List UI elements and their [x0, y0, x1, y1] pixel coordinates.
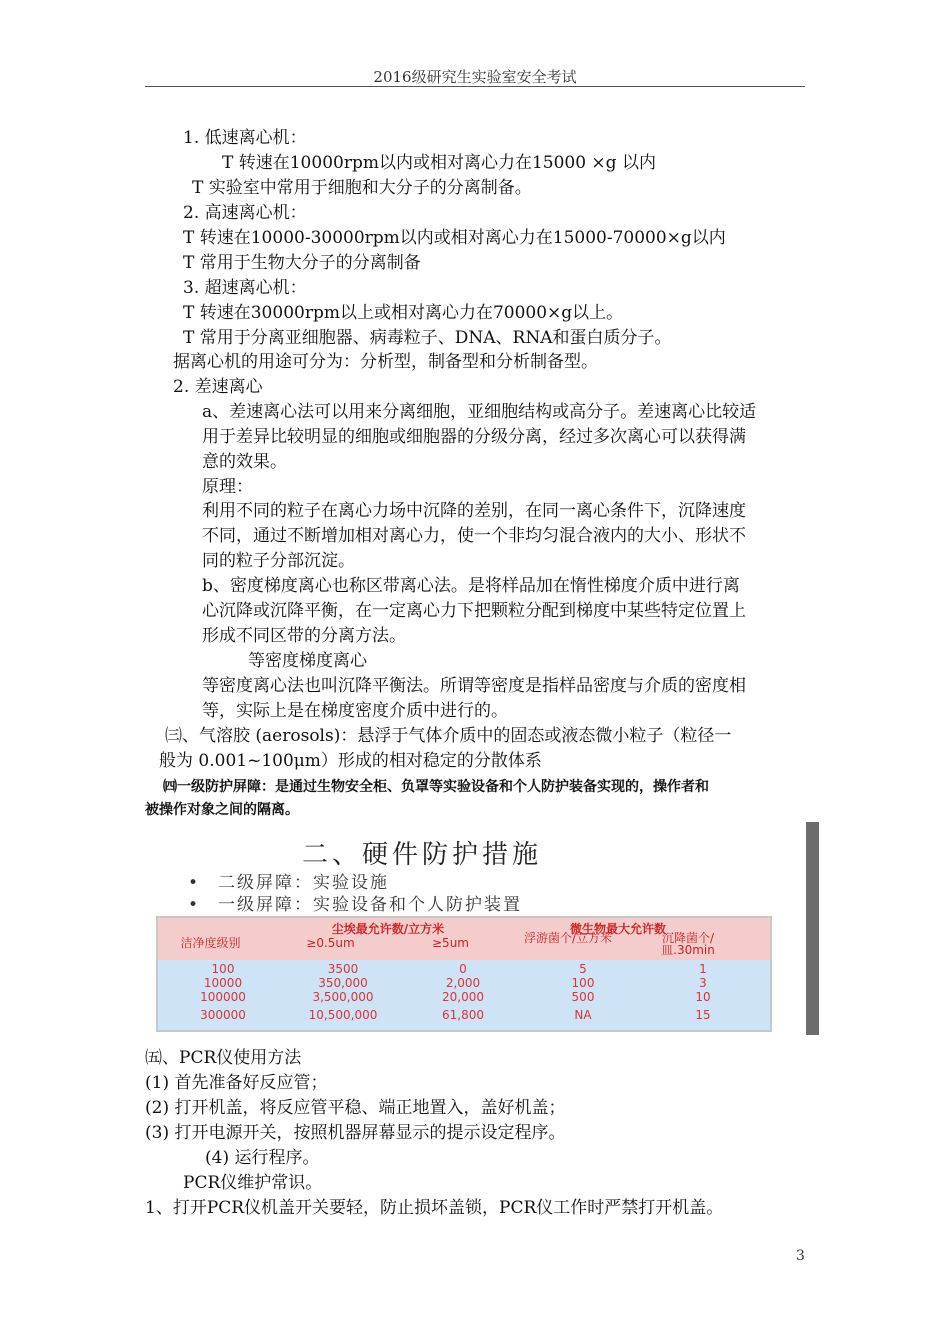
slide-image — [152, 822, 819, 1035]
text-line: 意的效果。 — [202, 452, 287, 472]
text-line: PCR仪维护常识。 — [183, 1173, 323, 1193]
table-cell: 3 — [699, 976, 707, 990]
table-cell: NA — [574, 1008, 592, 1022]
text-line: T 实验室中常用于细胞和大分子的分离制备。 — [192, 178, 532, 198]
text-line: T 转速在10000rpm以内或相对离心力在15000 ×g 以内 — [222, 153, 656, 173]
text-line: 用于差异比较明显的细胞或细胞器的分级分离，经过多次离心可以获得满 — [202, 427, 746, 447]
table-cell: 100 — [211, 962, 235, 976]
table-cell: 2,000 — [445, 976, 481, 990]
text-line: 被操作对象之间的隔离。 — [145, 802, 299, 818]
table-cell: 0 — [459, 962, 467, 976]
table-cell: 15 — [695, 1008, 711, 1022]
table-header: 浮游菌个/立方米 — [523, 931, 613, 945]
text-line: (3) 打开电源开关，按照机器屏幕显示的提示设定程序。 — [145, 1123, 566, 1143]
table-header: ≥5um — [432, 936, 469, 950]
table-cell: 500 — [571, 990, 595, 1004]
table-header: 洁净度级别 — [180, 936, 241, 950]
text-line: 原理： — [202, 477, 253, 497]
slide-bullet: • 一级屏障：实验设备和个人防护装置 — [188, 895, 523, 915]
text-line: 1、打开PCR仪机盖开关要轻，防止损坏盖锁，PCR仪工作时严禁打开机盖。 — [145, 1198, 724, 1218]
text-line: 3. 超速离心机： — [183, 278, 307, 298]
table-header: 沉降菌个/皿.30min — [661, 931, 715, 957]
text-line: 不同，通过不断增加相对离心力，使一个非均匀混合液内的大小、形状不 — [202, 526, 746, 546]
page-header-title: 2016级研究生实验室安全考试 — [373, 68, 577, 86]
text-line: T 常用于生物大分子的分离制备 — [183, 253, 421, 273]
table-cell: 100000 — [200, 990, 246, 1004]
slide-title: 二、硬件防护措施 — [302, 840, 543, 870]
text-line: (1) 首先准备好反应管； — [145, 1073, 328, 1093]
text-line: 般为 0.001~100μm）形成的相对稳定的分散体系 — [159, 751, 542, 771]
page-number: 3 — [796, 1248, 805, 1264]
slide-side-bar — [806, 822, 819, 1035]
table-cell: 10 — [695, 990, 711, 1004]
text-line: 等密度梯度离心 — [248, 651, 367, 671]
table-cell: 61,800 — [442, 1008, 484, 1022]
table-cell: 10,500,000 — [308, 1008, 378, 1022]
table-cell: 10000 — [203, 976, 243, 990]
table-cell: 5 — [579, 962, 587, 976]
cleanliness-table — [156, 916, 772, 1032]
text-line: T 转速在30000rpm以上或相对离心力在70000×g以上。 — [183, 303, 624, 323]
table-cell: 100 — [571, 976, 595, 990]
text-line: (4) 运行程序。 — [205, 1148, 320, 1168]
bullet-dot-icon: • — [188, 895, 201, 915]
text-line: 据离心机的用途可分为：分析型，制备型和分析制备型。 — [173, 352, 598, 372]
table-header: ≥0.5um — [306, 936, 355, 950]
text-line: ㈤、PCR仪使用方法 — [145, 1048, 302, 1068]
table-cell: 3500 — [327, 962, 359, 976]
text-line: 2. 差速离心 — [173, 377, 263, 397]
text-line: (2) 打开机盖，将反应管平稳、端正地置入，盖好机盖； — [145, 1098, 566, 1118]
table-cell: 20,000 — [442, 990, 484, 1004]
table-cell: 350,000 — [318, 976, 368, 990]
text-line: 形成不同区带的分离方法。 — [202, 626, 406, 646]
text-line: ㈢、气溶胶 (aerosols)：悬浮于气体介质中的固态或液态微小粒子（粒径一 — [165, 726, 732, 746]
text-line: ㈣一级防护屏障：是通过生物安全柜、负罩等实验设备和个人防护装备实现的，操作者和 — [163, 779, 709, 795]
text-line: 心沉降或沉降平衡，在一定离心力下把颗粒分配到梯度中某些特定位置上 — [202, 601, 746, 621]
text-line: 同的粒子分部沉淀。 — [202, 551, 355, 571]
slide-bullet: • 二级屏障：实验设施 — [188, 873, 390, 893]
text-line: T 常用于分离亚细胞器、病毒粒子、DNA、RNA和蛋白质分子。 — [183, 328, 672, 348]
text-line: T 转速在10000-30000rpm以内或相对离心力在15000-70000×g以内 — [183, 228, 726, 248]
text-line: a、差速离心法可以用来分离细胞，亚细胞结构或高分子。差速离心比较适 — [202, 402, 757, 422]
bullet-dot-icon: • — [188, 873, 201, 893]
header-rule — [145, 86, 805, 87]
table-group-header: 微生物最大允许数 — [569, 922, 666, 936]
text-line: 等密度离心法也叫沉降平衡法。所谓等密度是指样品密度与介质的密度相 — [202, 676, 746, 696]
text-line: 等，实际上是在梯度密度介质中进行的。 — [202, 701, 508, 721]
text-line: 利用不同的粒子在离心力场中沉降的差别，在同一离心条件下，沉降速度 — [202, 501, 746, 521]
table-cell: 300000 — [200, 1008, 246, 1022]
text-line: 2. 高速离心机： — [183, 203, 307, 223]
table-group-header: 尘埃最允许数/立方米 — [331, 922, 445, 936]
text-line: 1. 低速离心机： — [183, 128, 307, 148]
text-line: b、密度梯度离心也称区带离心法。是将样品加在惰性梯度介质中进行离 — [202, 576, 740, 596]
table-cell: 3,500,000 — [312, 990, 374, 1004]
table-cell: 1 — [699, 962, 707, 976]
